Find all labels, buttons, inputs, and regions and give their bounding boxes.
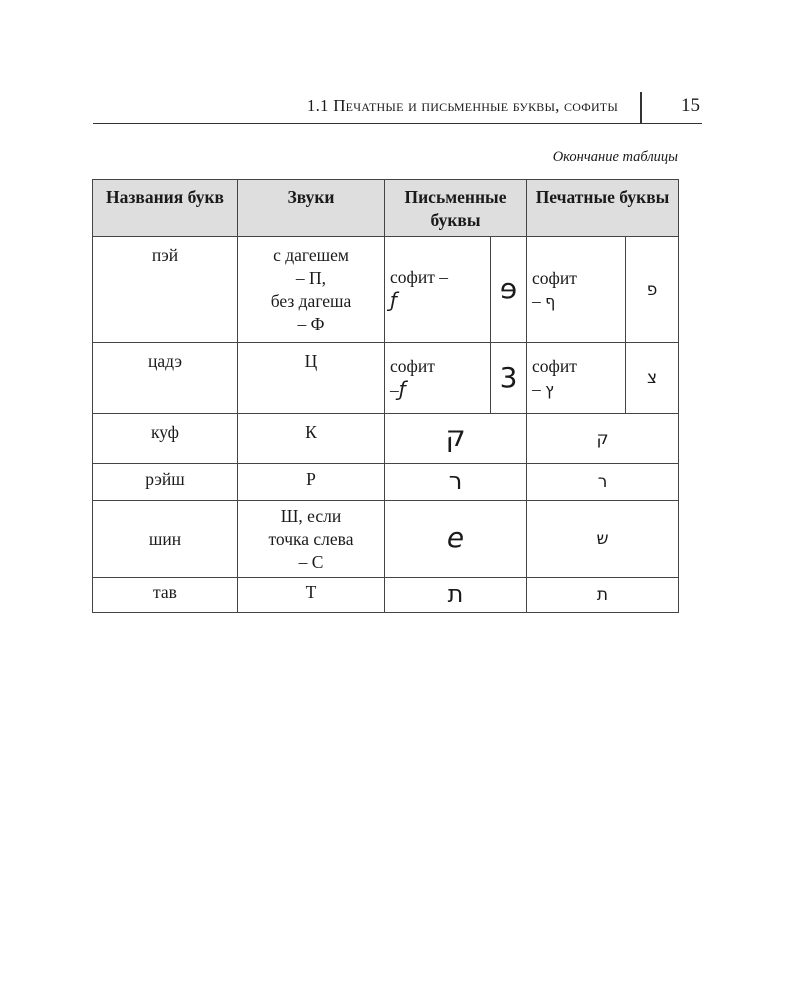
- column-header-written: Письменные буквы: [385, 180, 527, 237]
- sound-line: – П,: [295, 268, 327, 288]
- sound-line: Ц: [304, 351, 318, 371]
- printed-sofit-glyph: ץ: [545, 380, 554, 399]
- sofit-label: софит: [390, 355, 435, 376]
- written-glyph: ק: [445, 420, 466, 453]
- printed-glyph: פ: [646, 279, 658, 300]
- table-row: [93, 414, 679, 464]
- sound-line: без дагеша: [270, 291, 352, 311]
- running-header: [93, 92, 702, 124]
- sofit-dash: –: [532, 290, 541, 311]
- letter-name: цадэ: [93, 343, 238, 414]
- written-letter: [385, 578, 527, 613]
- printed-glyph: ר: [597, 472, 608, 492]
- printed-sofit-glyph: ף: [545, 291, 556, 311]
- sound-line: Т: [305, 582, 317, 602]
- written-glyph: ת: [447, 579, 464, 608]
- written-letter: [385, 414, 527, 464]
- printed-sofit: [527, 237, 626, 343]
- sound-line: Р: [306, 469, 316, 489]
- printed-letter: [527, 501, 679, 578]
- printed-letter: [626, 237, 679, 343]
- letter-sound: [238, 578, 385, 613]
- printed-glyph: צ: [646, 368, 658, 388]
- written-letter: [491, 343, 527, 414]
- sound-line: – Ф: [297, 314, 325, 334]
- table-row: [93, 464, 679, 501]
- table-header-row: [93, 180, 679, 237]
- sound-line: – С: [298, 552, 324, 572]
- written-sofit-glyph: ƒ: [398, 376, 406, 401]
- column-header-printed: Печатные буквы: [527, 180, 679, 237]
- running-title: 1.1 Печатные и письменные буквы, софиты: [306, 96, 618, 115]
- table-caption: Окончание таблицы: [552, 149, 678, 165]
- letters-table: [92, 179, 679, 613]
- printed-glyph: ת: [596, 585, 609, 605]
- written-letter: [491, 237, 527, 343]
- column-header-names: Названия букв: [93, 180, 238, 237]
- letter-name: пэй: [93, 237, 238, 343]
- printed-letter: [626, 343, 679, 414]
- letter-name: тав: [93, 578, 238, 613]
- printed-letter: [527, 414, 679, 464]
- written-glyph: 3: [499, 360, 518, 394]
- letter-sound: [238, 237, 385, 343]
- sofit-dash: –: [532, 379, 541, 399]
- printed-letter: [527, 464, 679, 501]
- printed-letter: [527, 578, 679, 613]
- letter-name: куф: [93, 414, 238, 464]
- table-row: [93, 501, 679, 578]
- written-sofit: [385, 343, 491, 414]
- printed-sofit: [527, 343, 626, 414]
- printed-glyph: ש: [596, 529, 609, 549]
- letter-sound: [238, 464, 385, 501]
- sofit-label: софит: [532, 356, 577, 376]
- sound-line: Ш, если: [280, 506, 342, 526]
- letter-name: рэйш: [93, 464, 238, 501]
- printed-glyph: ק: [596, 428, 609, 449]
- written-letter: [385, 464, 527, 501]
- letter-name: шин: [93, 501, 238, 578]
- sofit-label: софит –: [390, 267, 448, 287]
- column-header-sounds: Звуки: [238, 180, 385, 237]
- written-glyph: ר: [448, 466, 463, 495]
- sound-line: точка слева: [268, 529, 354, 549]
- written-sofit-glyph: ƒ: [390, 288, 398, 312]
- written-sofit: [385, 237, 491, 343]
- sofit-dash: –: [390, 379, 399, 400]
- written-letter: [385, 501, 527, 578]
- page-number: 15: [681, 95, 700, 116]
- header-divider: [640, 92, 642, 123]
- letter-sound: [238, 343, 385, 414]
- written-glyph: ɘ: [499, 272, 518, 305]
- letter-sound: [238, 501, 385, 578]
- sound-line: с дагешем: [273, 245, 349, 265]
- table-row: [93, 343, 679, 414]
- sofit-label: софит: [532, 267, 577, 288]
- written-glyph: e: [446, 520, 465, 554]
- letter-sound: [238, 414, 385, 464]
- table-row: [93, 237, 679, 343]
- table-row: [93, 578, 679, 613]
- sound-line: К: [305, 422, 317, 442]
